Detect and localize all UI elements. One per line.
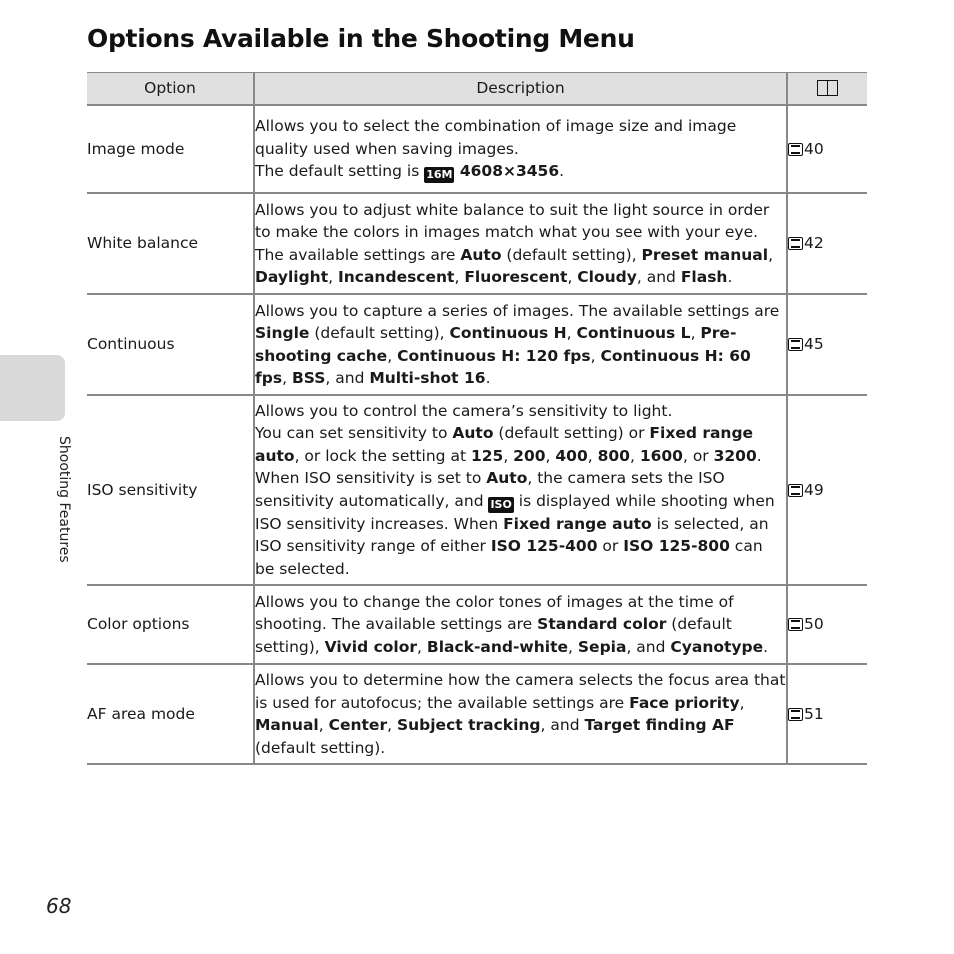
description-text: (default setting) or: [493, 424, 650, 443]
description-text: (default setting),: [501, 245, 642, 264]
table-row: [87, 585, 867, 664]
options-table: [87, 72, 867, 765]
description-text: , and: [540, 716, 585, 734]
setting-name: Sepia: [577, 637, 627, 656]
description-text: , or lock the setting at: [294, 446, 471, 465]
option-name: Color options: [87, 585, 254, 664]
option-description: [254, 585, 787, 664]
reference-page: 42: [804, 234, 824, 253]
page-number: 68: [46, 894, 72, 918]
description-text: .: [485, 369, 491, 387]
setting-name: BSS: [291, 369, 326, 387]
description-text: Allows you to determine how the camera selects the focus area that is used for autofocus; the available settings are: [255, 671, 786, 712]
description-text: ,: [567, 268, 578, 286]
setting-name: Black-and-white: [426, 637, 569, 656]
setting-name: Continuous H: [449, 324, 567, 342]
description-text: ,: [417, 637, 427, 656]
table-row: [87, 664, 867, 764]
setting-name: Vivid color: [324, 637, 418, 656]
setting-name: Target finding AF: [584, 716, 735, 734]
setting-name: Center: [328, 716, 388, 734]
description-text: ,: [545, 446, 556, 465]
reference-icon: [788, 707, 803, 721]
setting-name: Continuous H: 60 fps: [255, 346, 751, 387]
header-description: Description: [254, 73, 787, 106]
option-description: [254, 664, 787, 764]
setting-name: ISO 125-400: [490, 537, 598, 556]
setting-name: 4608×3456: [454, 162, 560, 180]
setting-name: 800: [597, 446, 630, 465]
setting-name: Daylight: [255, 268, 329, 286]
section-label: Shooting Features: [56, 436, 72, 563]
description-text: ,: [587, 446, 598, 465]
setting-name: Auto: [460, 245, 502, 264]
header-option: Option: [87, 73, 254, 106]
reference-icon: [788, 142, 803, 156]
description-text: Allows you to control the camera’s sensitivity to light.: [255, 401, 673, 420]
description-text: .: [756, 446, 762, 465]
setting-name: Flash: [680, 268, 728, 286]
description-text: ,: [739, 693, 745, 712]
table-row: [87, 395, 867, 585]
description-text: .: [763, 637, 769, 656]
setting-name: Incandescent: [337, 268, 455, 286]
page-reference: [787, 294, 867, 395]
description-text: or: [597, 537, 624, 556]
reference-icon: [788, 236, 803, 250]
setting-name: Fixed range auto: [255, 424, 754, 465]
table-row: [87, 193, 867, 294]
reference-icon: [788, 337, 803, 351]
option-name: ISO sensitivity: [87, 395, 254, 585]
page-reference: [787, 395, 867, 585]
setting-name: Auto: [452, 424, 494, 443]
setting-name: Manual: [255, 716, 319, 734]
image-size-icon: 16M: [426, 168, 453, 181]
setting-name: Auto: [486, 469, 528, 488]
reference-page: 40: [804, 139, 824, 158]
setting-name: ISO 125-800: [623, 537, 730, 556]
setting-name: Preset manual: [641, 245, 769, 264]
option-name: Continuous: [87, 294, 254, 395]
description-text: (default setting),: [255, 615, 732, 656]
reference-icon: [788, 617, 803, 631]
reference-page: 49: [804, 480, 824, 499]
setting-name: Cyanotype: [670, 637, 764, 656]
book-icon: [817, 80, 839, 96]
setting-name: Continuous H: 120 fps: [397, 346, 591, 365]
description-text: ,: [318, 716, 329, 734]
setting-name: Subject tracking: [396, 716, 541, 734]
description-text: can be selected.: [255, 537, 763, 578]
description-text: ,: [566, 324, 577, 342]
reference-page: 51: [804, 704, 824, 723]
header-reference: [787, 73, 867, 106]
setting-name: 400: [555, 446, 588, 465]
setting-name: Pre-shooting cache: [255, 324, 737, 365]
setting-name: Standard color: [537, 615, 667, 634]
iso-icon: ISO: [490, 497, 512, 511]
description-text: The default setting is: [255, 162, 425, 180]
description-text: (default setting).: [255, 738, 386, 757]
description-text: , the camera sets the ISO sensitivity automatically, and: [255, 469, 725, 510]
description-text: ,: [590, 346, 601, 365]
option-name: White balance: [87, 193, 254, 294]
option-description: [254, 105, 787, 193]
setting-name: Fixed range auto: [503, 514, 652, 533]
setting-name: 1600: [639, 446, 683, 465]
description-text: , and: [626, 637, 671, 656]
table-row: [87, 105, 867, 193]
page-title: Options Available in the Shooting Menu: [87, 24, 635, 53]
setting-name: Face priority: [629, 693, 740, 712]
description-text: (default setting),: [309, 324, 450, 342]
description-text: ,: [568, 637, 578, 656]
description-text: ,: [690, 324, 701, 342]
setting-name: 125: [470, 446, 504, 465]
description-text: ,: [328, 268, 338, 286]
description-text: Allows you to select the combination of image size and image quality used when saving images.: [255, 117, 737, 158]
description-text: is selected, an ISO sensitivity range of either: [255, 514, 769, 556]
section-tab: [0, 355, 65, 421]
description-text: ,: [629, 446, 640, 465]
description-text: You can set sensitivity to: [255, 424, 453, 443]
setting-name: Cloudy: [577, 268, 637, 286]
reference-icon: [788, 483, 803, 497]
description-text: is displayed while shooting when ISO sensitivity increases. When: [255, 491, 775, 533]
description-text: ,: [503, 446, 514, 465]
description-text: , or: [682, 446, 714, 465]
description-text: When ISO sensitivity is set to: [255, 469, 487, 488]
setting-name: 3200: [713, 446, 757, 465]
table-header-row: [87, 73, 867, 106]
description-text: .: [727, 268, 733, 286]
setting-name: 200: [513, 446, 546, 465]
description-text: , and: [325, 369, 370, 387]
description-text: ,: [282, 369, 292, 387]
option-description: [254, 193, 787, 294]
description-text: Allows you to capture a series of images. The available settings are: [255, 301, 780, 320]
setting-name: Single: [255, 324, 310, 342]
option-description: [254, 294, 787, 395]
page-reference: [787, 105, 867, 193]
description-text: Allows you to change the color tones of images at the time of shooting. The available settings are: [255, 592, 734, 634]
description-text: Allows you to adjust white balance to suit the light source in order to make the colors in images match what you see with your eye. The available settings are: [255, 200, 770, 264]
page-reference: [787, 193, 867, 294]
description-text: ,: [768, 245, 773, 264]
setting-name: Continuous L: [576, 324, 691, 342]
setting-name: Multi-shot 16: [369, 369, 486, 387]
page-reference: [787, 585, 867, 664]
option-name: Image mode: [87, 105, 254, 193]
description-text: , and: [636, 268, 681, 286]
option-description: [254, 395, 787, 585]
reference-page: 50: [804, 615, 824, 634]
reference-page: 45: [804, 335, 824, 354]
option-name: AF area mode: [87, 664, 254, 764]
description-text: ,: [387, 716, 397, 734]
page-reference: [787, 664, 867, 764]
setting-name: Fluorescent: [464, 268, 568, 286]
description-text: ,: [454, 268, 465, 286]
table-row: [87, 294, 867, 395]
description-text: ,: [387, 346, 398, 365]
description-text: .: [559, 162, 565, 180]
